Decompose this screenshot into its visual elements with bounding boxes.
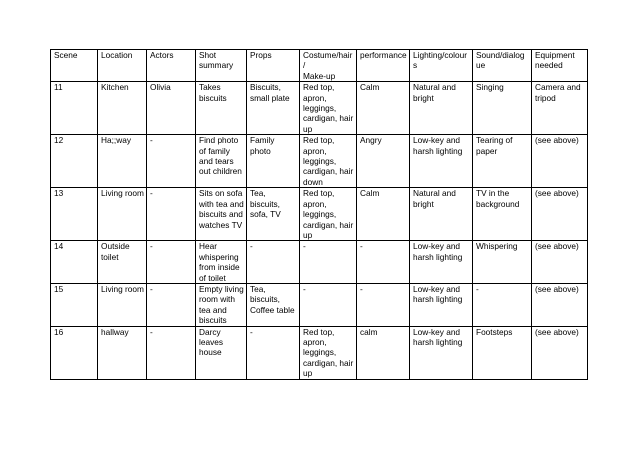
cell-lighting: Natural and bright — [410, 188, 473, 241]
cell-costume: - — [300, 241, 357, 284]
table-row — [51, 135, 588, 188]
cell-sound: TV in the background — [473, 188, 532, 241]
cell-performance: Calm — [357, 188, 410, 241]
header-shot-summary: Shot summary — [196, 50, 247, 82]
cell-props: - — [247, 241, 300, 284]
cell-scene: 16 — [51, 326, 98, 379]
cell-sound: Singing — [473, 82, 532, 135]
cell-performance: - — [357, 283, 410, 326]
cell-actors: - — [147, 326, 196, 379]
cell-equipment: (see above) — [532, 283, 588, 326]
cell-location: Living room — [98, 283, 147, 326]
header-row — [51, 50, 588, 82]
cell-lighting: Low-key and harsh lighting — [410, 283, 473, 326]
cell-actors: - — [147, 283, 196, 326]
header-scene: Scene — [51, 50, 98, 82]
cell-props: Tea, biscuits, sofa, TV — [247, 188, 300, 241]
cell-sound: Tearing of paper — [473, 135, 532, 188]
cell-costume: Red top, apron, leggings, cardigan, hair up — [300, 326, 357, 379]
cell-equipment: (see above) — [532, 326, 588, 379]
cell-performance: calm — [357, 326, 410, 379]
cell-shot-summary: Sits on sofa with tea and biscuits and watches TV — [196, 188, 247, 241]
shooting-schedule-table — [50, 49, 588, 380]
cell-props: Family photo — [247, 135, 300, 188]
cell-actors: Olivia — [147, 82, 196, 135]
cell-scene: 11 — [51, 82, 98, 135]
header-actors: Actors — [147, 50, 196, 82]
cell-actors: - — [147, 188, 196, 241]
cell-lighting: Low-key and harsh lighting — [410, 326, 473, 379]
header-costume: Costume/hair/ Make-up — [300, 50, 357, 82]
table-row — [51, 326, 588, 379]
cell-shot-summary: Darcy leaves house — [196, 326, 247, 379]
cell-shot-summary: Hear whispering from inside of toilet — [196, 241, 247, 284]
cell-sound: Footsteps — [473, 326, 532, 379]
cell-scene: 12 — [51, 135, 98, 188]
cell-shot-summary: Takes biscuits — [196, 82, 247, 135]
table-row — [51, 82, 588, 135]
header-sound: Sound/dialogue — [473, 50, 532, 82]
cell-location: Ha;;way — [98, 135, 147, 188]
table-body — [51, 82, 588, 379]
cell-equipment: (see above) — [532, 241, 588, 284]
cell-lighting: Low-key and harsh lighting — [410, 241, 473, 284]
cell-props: - — [247, 326, 300, 379]
table-row — [51, 188, 588, 241]
cell-scene: 15 — [51, 283, 98, 326]
cell-performance: Calm — [357, 82, 410, 135]
cell-equipment: Camera and tripod — [532, 82, 588, 135]
cell-shot-summary: Find photo of family and tears out children — [196, 135, 247, 188]
header-equipment: Equipment needed — [532, 50, 588, 82]
cell-scene: 13 — [51, 188, 98, 241]
cell-costume: Red top, apron, leggings, cardigan, hair up — [300, 188, 357, 241]
cell-location: Kitchen — [98, 82, 147, 135]
header-props: Props — [247, 50, 300, 82]
cell-costume: Red top, apron, leggings, cardigan, hair up — [300, 82, 357, 135]
cell-sound: Whispering — [473, 241, 532, 284]
table-row — [51, 241, 588, 284]
cell-shot-summary: Empty living room with tea and biscuits — [196, 283, 247, 326]
cell-costume: Red top, apron, leggings, cardigan, hair down — [300, 135, 357, 188]
header-lighting: Lighting/colours — [410, 50, 473, 82]
cell-equipment: (see above) — [532, 188, 588, 241]
cell-lighting: Low-key and harsh lighting — [410, 135, 473, 188]
table-row — [51, 283, 588, 326]
cell-costume: - — [300, 283, 357, 326]
cell-equipment: (see above) — [532, 135, 588, 188]
cell-performance: - — [357, 241, 410, 284]
cell-scene: 14 — [51, 241, 98, 284]
header-performance: performance — [357, 50, 410, 82]
header-location: Location — [98, 50, 147, 82]
cell-sound: - — [473, 283, 532, 326]
cell-actors: - — [147, 241, 196, 284]
cell-props: Tea, biscuits, Coffee table — [247, 283, 300, 326]
cell-props: Biscuits, small plate — [247, 82, 300, 135]
cell-performance: Angry — [357, 135, 410, 188]
cell-actors: - — [147, 135, 196, 188]
cell-location: Outside toilet — [98, 241, 147, 284]
cell-lighting: Natural and bright — [410, 82, 473, 135]
cell-location: hallway — [98, 326, 147, 379]
cell-location: Living room — [98, 188, 147, 241]
